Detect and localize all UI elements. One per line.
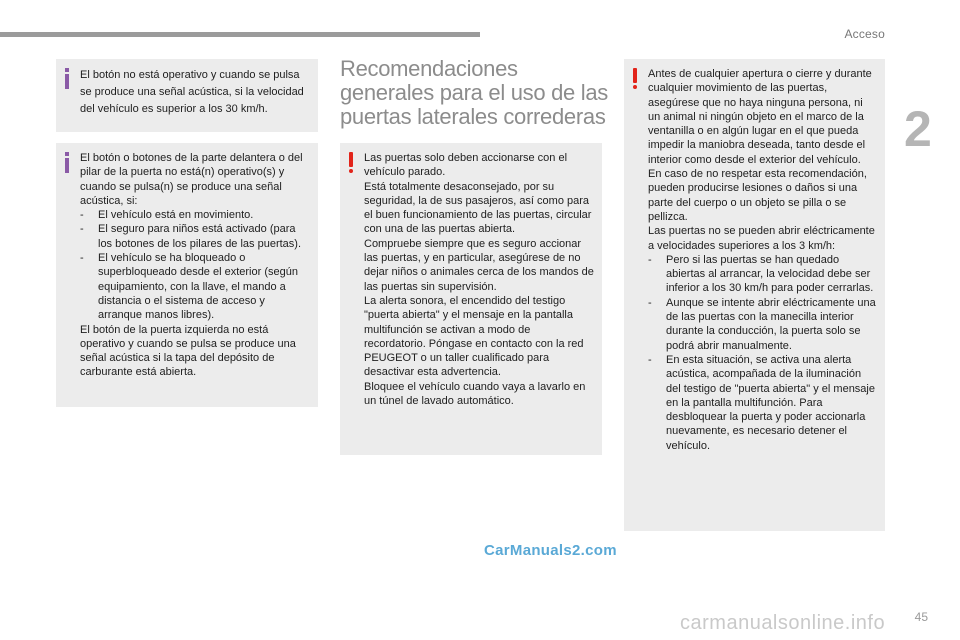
section-heading: Recomendaciones generales para el uso de las puertas laterales correderas <box>340 56 609 129</box>
paragraph: Las puertas no se pueden abrir eléctricamente a velocidades superiores a los 3 km/h: <box>648 225 875 252</box>
list-item: - Aunque se intente abrir eléctricamente una de las puertas con la manecilla interior durante la conducción, la puerta solo se podrá abrir manualmente. <box>648 296 876 352</box>
list-item: - En esta situación, se activa una alerta acústica, acompañada de la iluminación del testigo de "puerta abierta" y el mensaje en la pantalla multifunción. Para desbloquear la puerta y poder accionarla nuevamente, es necesario detener el vehículo. <box>648 353 875 452</box>
paragraph: En caso de no respetar esta recomendación, pueden producirse lesiones o daños si una parte del cuerpo o un objeto se pilla o se pellizca. <box>648 168 867 223</box>
warning-box-right <box>624 59 885 531</box>
paragraph: Compruebe siempre que es seguro accionar las puertas, y en particular, asegúrese de no dejar niños o animales cerca de los mandos de las puertas sin supervisión. <box>364 237 594 293</box>
page-number: 45 <box>914 610 928 624</box>
paragraph: Bloquee el vehículo cuando vaya a lavarlo en un túnel de lavado automático. <box>364 380 586 408</box>
info-icon <box>64 152 70 173</box>
warning-box-middle <box>340 143 602 455</box>
info-box-2-outro: El botón de la puerta izquierda no está operativo y cuando se pulsa se produce una señal acústica si la tapa del depósito de carburante está abierta. <box>80 323 296 379</box>
list-item: - Pero si las puertas se han quedado abiertas al arrancar, la velocidad debe ser inferior a los 30 km/h para poder cerrarlas. <box>648 253 874 295</box>
paragraph: Antes de cualquier apertura o cierre y durante cualquier movimiento de las puertas, asegúrese que no haya ninguna persona, ni un animal ni ningún objeto en el marco de la ventanilla o en algún lugar en el que pueda impedir la maniobra deseada, tanto desde el interior como desde el exterior del vehículo. <box>648 68 872 166</box>
watermark-link[interactable]: CarManuals2.com <box>484 542 617 559</box>
warning-icon <box>347 152 355 173</box>
info-icon <box>64 68 70 89</box>
info-box-1-text: El botón no está operativo y cuando se pulsa se produce una señal acústica, si la velocidad del vehículo es superior a los 30 km/h. <box>80 69 304 115</box>
info-box-1 <box>56 59 318 132</box>
list-item: - El seguro para niños está activado (para los botones de los pilares de las puertas). <box>80 223 302 250</box>
warning-icon <box>631 68 639 89</box>
header-rule <box>0 32 480 37</box>
info-box-2-intro: El botón o botones de la parte delantera o del pilar de la puerta no está(n) operativo(s) y cuando se pulsa(n) se produce una señal acústica, si: <box>80 152 303 207</box>
list-item: - El vehículo se ha bloqueado o superbloqueado desde el exterior (según equipamiento, con la llave, el mando a distancia o el sistema de acceso y arranque manos libres). <box>80 252 298 322</box>
chapter-number: 2 <box>904 101 932 157</box>
paragraph: La alerta sonora, el encendido del testigo "puerta abierta" y el mensaje en la pantalla multifunción se activan a modo de recordatorio. Póngase en contacto con la red PEUGEOT o un taller cualificado para desactivar esta advertencia. <box>364 294 584 379</box>
paragraph: Las puertas solo deben accionarse con el vehículo parado. <box>364 152 568 179</box>
info-box-2 <box>56 143 318 407</box>
list-item: - El vehículo está en movimiento. <box>80 209 254 222</box>
paragraph: Está totalmente desaconsejado, por su seguridad, la de sus pasajeros, así como para el buen funcionamiento de las puertas, circular con una de las puertas abierta. <box>364 180 592 236</box>
watermark-footer: carmanualsonline.info <box>680 612 886 634</box>
section-title: Acceso <box>844 27 885 41</box>
